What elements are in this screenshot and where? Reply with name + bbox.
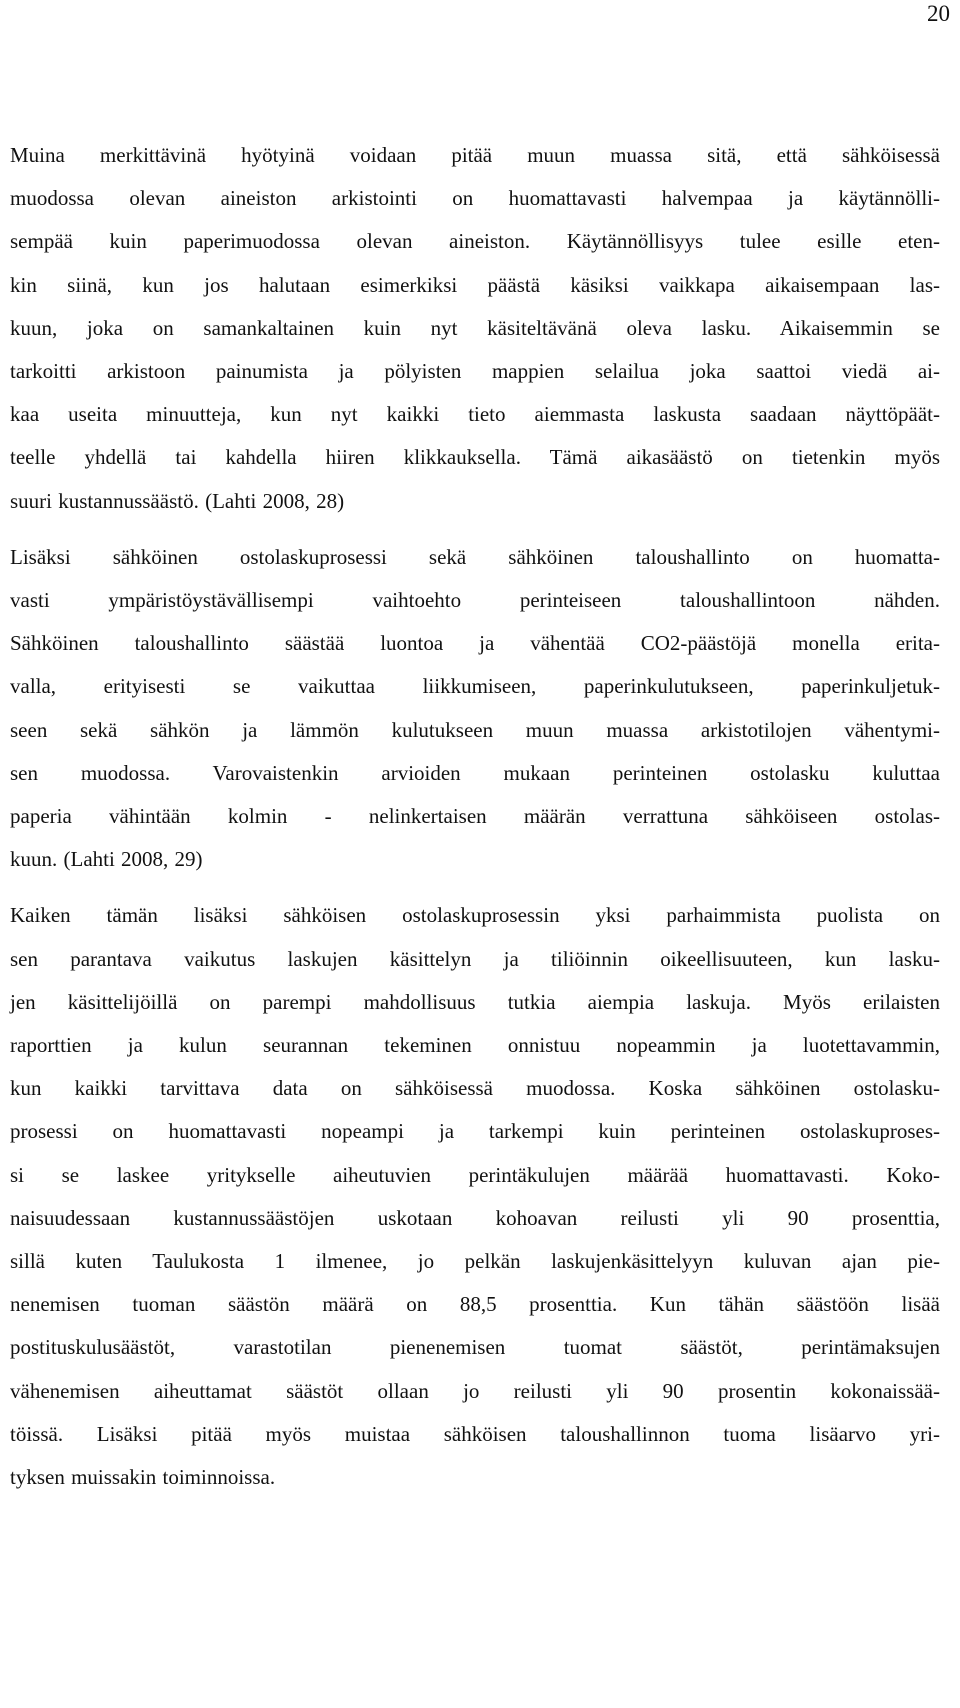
text-line: postituskulusäästöt, varastotilan pienenemisen tuomat säästöt, perintämaksujen	[10, 1335, 940, 1360]
text-line: Lisäksi sähköinen ostolaskuprosessi sekä sähköinen taloushallinto on huomatta-	[10, 544, 940, 569]
text-line: Muina merkittävinä hyötyinä voidaan pitää muun muassa sitä, että sähköisessä	[10, 143, 940, 167]
text-line: kaa useita minuutteja, kun nyt kaikki tieto aiemmasta laskusta saadaan näyttöpäät-	[10, 402, 940, 427]
text-line: sillä kuten Taulukosta 1 ilmenee, jo pelkän laskujenkäsittelyyn kuluvan ajan pie-	[10, 1249, 940, 1274]
text-line: valla, erityisesti se vaikuttaa liikkumiseen, paperinkulutukseen, paperinkuljetuk-	[10, 674, 940, 699]
text-line: kun kaikki tarvittava data on sähköisessä muodossa. Koska sähköinen ostolasku-	[10, 1076, 940, 1101]
text-line: Sähköinen taloushallinto säästää luontoa ja vähentää CO2-päästöjä monella erita-	[10, 631, 940, 656]
paragraph-accuracy	[10, 894, 940, 1499]
text-line: kuun. (Lahti 2008, 29)	[10, 847, 203, 872]
text-line: kuun, joka on samankaltainen kuin nyt käsiteltävänä oleva lasku. Aikaisemmin se	[10, 315, 940, 340]
text-line: sempää kuin paperimuodossa olevan aineiston. Käytännöllisyys tulee esille eten-	[10, 229, 940, 254]
text-line: Kaiken tämän lisäksi sähköisen ostolaskuprosessin yksi parhaimmista puolista on	[10, 903, 940, 928]
text-line: tyksen muissakin toiminnoissa.	[10, 1465, 276, 1490]
text-line: naisuudessaan kustannussäästöjen uskotaan kohoavan reilusti yli 90 prosenttia,	[10, 1205, 940, 1230]
paragraph-environment	[10, 536, 940, 882]
text-line: sen muodossa. Varovaistenkin arvioiden mukaan perinteinen ostolasku kuluttaa	[10, 760, 940, 785]
text-line: kin siinä, kun jos halutaan esimerkiksi päästä käsiksi vaikkapa aikaisempaan las-	[10, 272, 940, 297]
text-line: vasti ympäristöystävällisempi vaihtoehto perinteiseen taloushallintoon nähden.	[10, 588, 940, 613]
text-line: vähenemisen aiheuttamat säästöt ollaan jo reilusti yli 90 prosentin kokonaissää-	[10, 1378, 940, 1403]
text-line: suuri kustannussäästö. (Lahti 2008, 28)	[10, 488, 345, 513]
text-line: nenemisen tuoman säästön määrä on 88,5 prosenttia. Kun tähän säästöön lisää	[10, 1292, 940, 1317]
text-line: töissä. Lisäksi pitää myös muistaa sähköisen taloushallinnon tuoma lisäarvo yri-	[10, 1421, 940, 1446]
text-line: seen sekä sähkön ja lämmön kulutukseen muun muassa arkistotilojen vähentymi-	[10, 717, 940, 742]
text-line: tarkoitti arkistoon painumista ja pölyisten mappien selailua joka saattoi viedä ai-	[10, 359, 940, 384]
text-line: muodossa olevan aineiston arkistointi on huomattavasti halvempaa ja käytännölli-	[10, 186, 940, 211]
text-line: jen käsittelijöillä on parempi mahdollisuus tutkia aiempia laskuja. Myös erilaisten	[10, 989, 940, 1014]
text-line: prosessi on huomattavasti nopeampi ja tarkempi kuin perinteinen ostolaskuproses-	[10, 1119, 940, 1144]
paragraph-benefits	[10, 134, 940, 523]
text-line: teelle yhdellä tai kahdella hiiren klikkauksella. Tämä aikasäästö on tietenkin myös	[10, 445, 940, 470]
text-line: paperia vähintään kolmin - nelinkertaisen määrän verrattuna sähköiseen ostolas-	[10, 804, 940, 829]
text-line: sen parantava vaikutus laskujen käsittelyn ja tiliöinnin oikeellisuuteen, kun lasku-	[10, 946, 940, 971]
text-line: raporttien ja kulun seurannan tekeminen onnistuu nopeammin ja luotettavammin,	[10, 1033, 940, 1058]
text-line: si se laskee yritykselle aiheutuvien perintäkulujen määrää huomattavasti. Koko-	[10, 1162, 940, 1187]
page-body	[10, 134, 940, 1499]
page-number: 20	[927, 1, 950, 26]
